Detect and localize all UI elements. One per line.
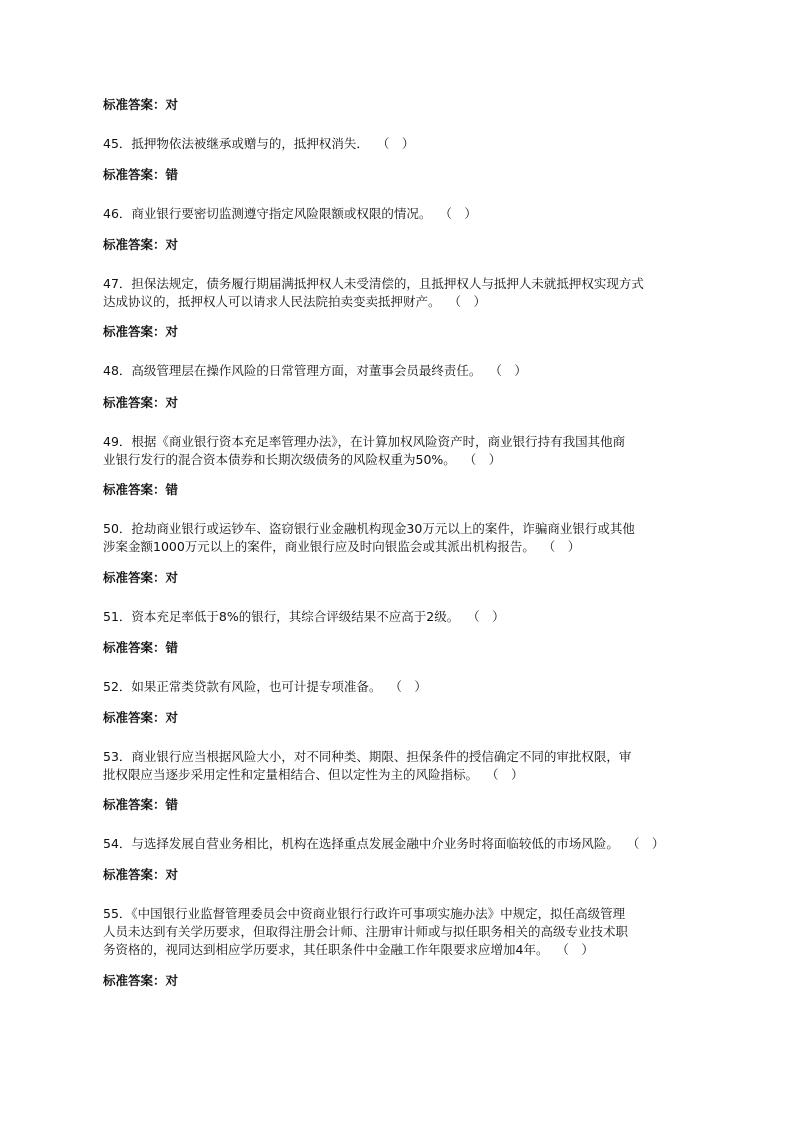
answer-53: 标准答案：错 (103, 797, 179, 812)
answer-45: 标准答案：错 (103, 167, 179, 182)
question-55-line-1: 55．《中国银行业监督管理委员会中资商业银行行政许可事项实施办法》中规定，拟任高级管理 (103, 906, 626, 921)
question-50-line-1: 50．抢劫商业银行或运钞车、盗窃银行业金融机构现金30万元以上的案件，诈骗商业银行或其他 (103, 521, 635, 536)
answer-49: 标准答案：错 (103, 482, 179, 497)
answer-44: 标准答案：对 (103, 97, 179, 112)
answer-47: 标准答案：对 (103, 324, 179, 339)
question-47-line-1: 47．担保法规定，债务履行期届满抵押权人未受清偿的，且抵押权人与抵押人未就抵押权实现方式 (103, 276, 644, 291)
question-53-line-2: 批权限应当逐步采用定性和定量相结合、但以定性为主的风险指标。 （ ） (103, 767, 524, 782)
question-55-line-3: 务资格的，视同达到相应学历要求，其任职条件中金融工作年限要求应增加4年。 （ ） (103, 942, 594, 957)
question-52: 52．如果正常类贷款有风险，也可计提专项准备。 （ ） (103, 679, 427, 694)
question-49-line-2: 业银行发行的混合资本债券和长期次级债务的风险权重为50%。 （ ） (103, 452, 502, 467)
question-46: 46．商业银行要密切监测遵守指定风险限额或权限的情况。 （ ） (103, 206, 477, 221)
answer-46: 标准答案：对 (103, 237, 179, 252)
answer-51: 标准答案：错 (103, 640, 179, 655)
question-48: 48．高级管理层在操作风险的日常管理方面，对董事会员最终责任。 （ ） (103, 363, 527, 378)
answer-54: 标准答案：对 (103, 867, 179, 882)
question-55-line-2: 人员未达到有关学历要求，但取得注册会计师、注册审计师或与拟任职务相关的高级专业技术职 (103, 924, 629, 939)
answer-50: 标准答案：对 (103, 570, 179, 585)
question-47-line-2: 达成协议的，抵押权人可以请求人民法院拍卖变卖抵押财产。 （ ） (103, 294, 486, 309)
question-53-line-1: 53．商业银行应当根据风险大小，对不同种类、期限、担保条件的授信确定不同的审批权限，审 (103, 749, 632, 764)
question-49-line-1: 49．根据《商业银行资本充足率管理办法》，在计算加权风险资产时，商业银行持有我国其他商 (103, 434, 626, 449)
answer-55: 标准答案：对 (103, 973, 179, 988)
question-54: 54．与选择发展自营业务相比，机构在选择重点发展金融中介业务时将面临较低的市场风险。 （ ） (103, 836, 665, 851)
answer-52: 标准答案：对 (103, 710, 179, 725)
answer-48: 标准答案：对 (103, 395, 179, 410)
question-50-line-2: 涉案金额1000万元以上的案件，商业银行应及时向银监会或其派出机构报告。 （ ） (103, 539, 581, 554)
question-45: 45．抵押物依法被继承或赠与的，抵押权消失． （ ） (103, 136, 415, 151)
question-51: 51．资本充足率低于8%的银行，其综合评级结果不应高于2级。 （ ） (103, 609, 505, 624)
